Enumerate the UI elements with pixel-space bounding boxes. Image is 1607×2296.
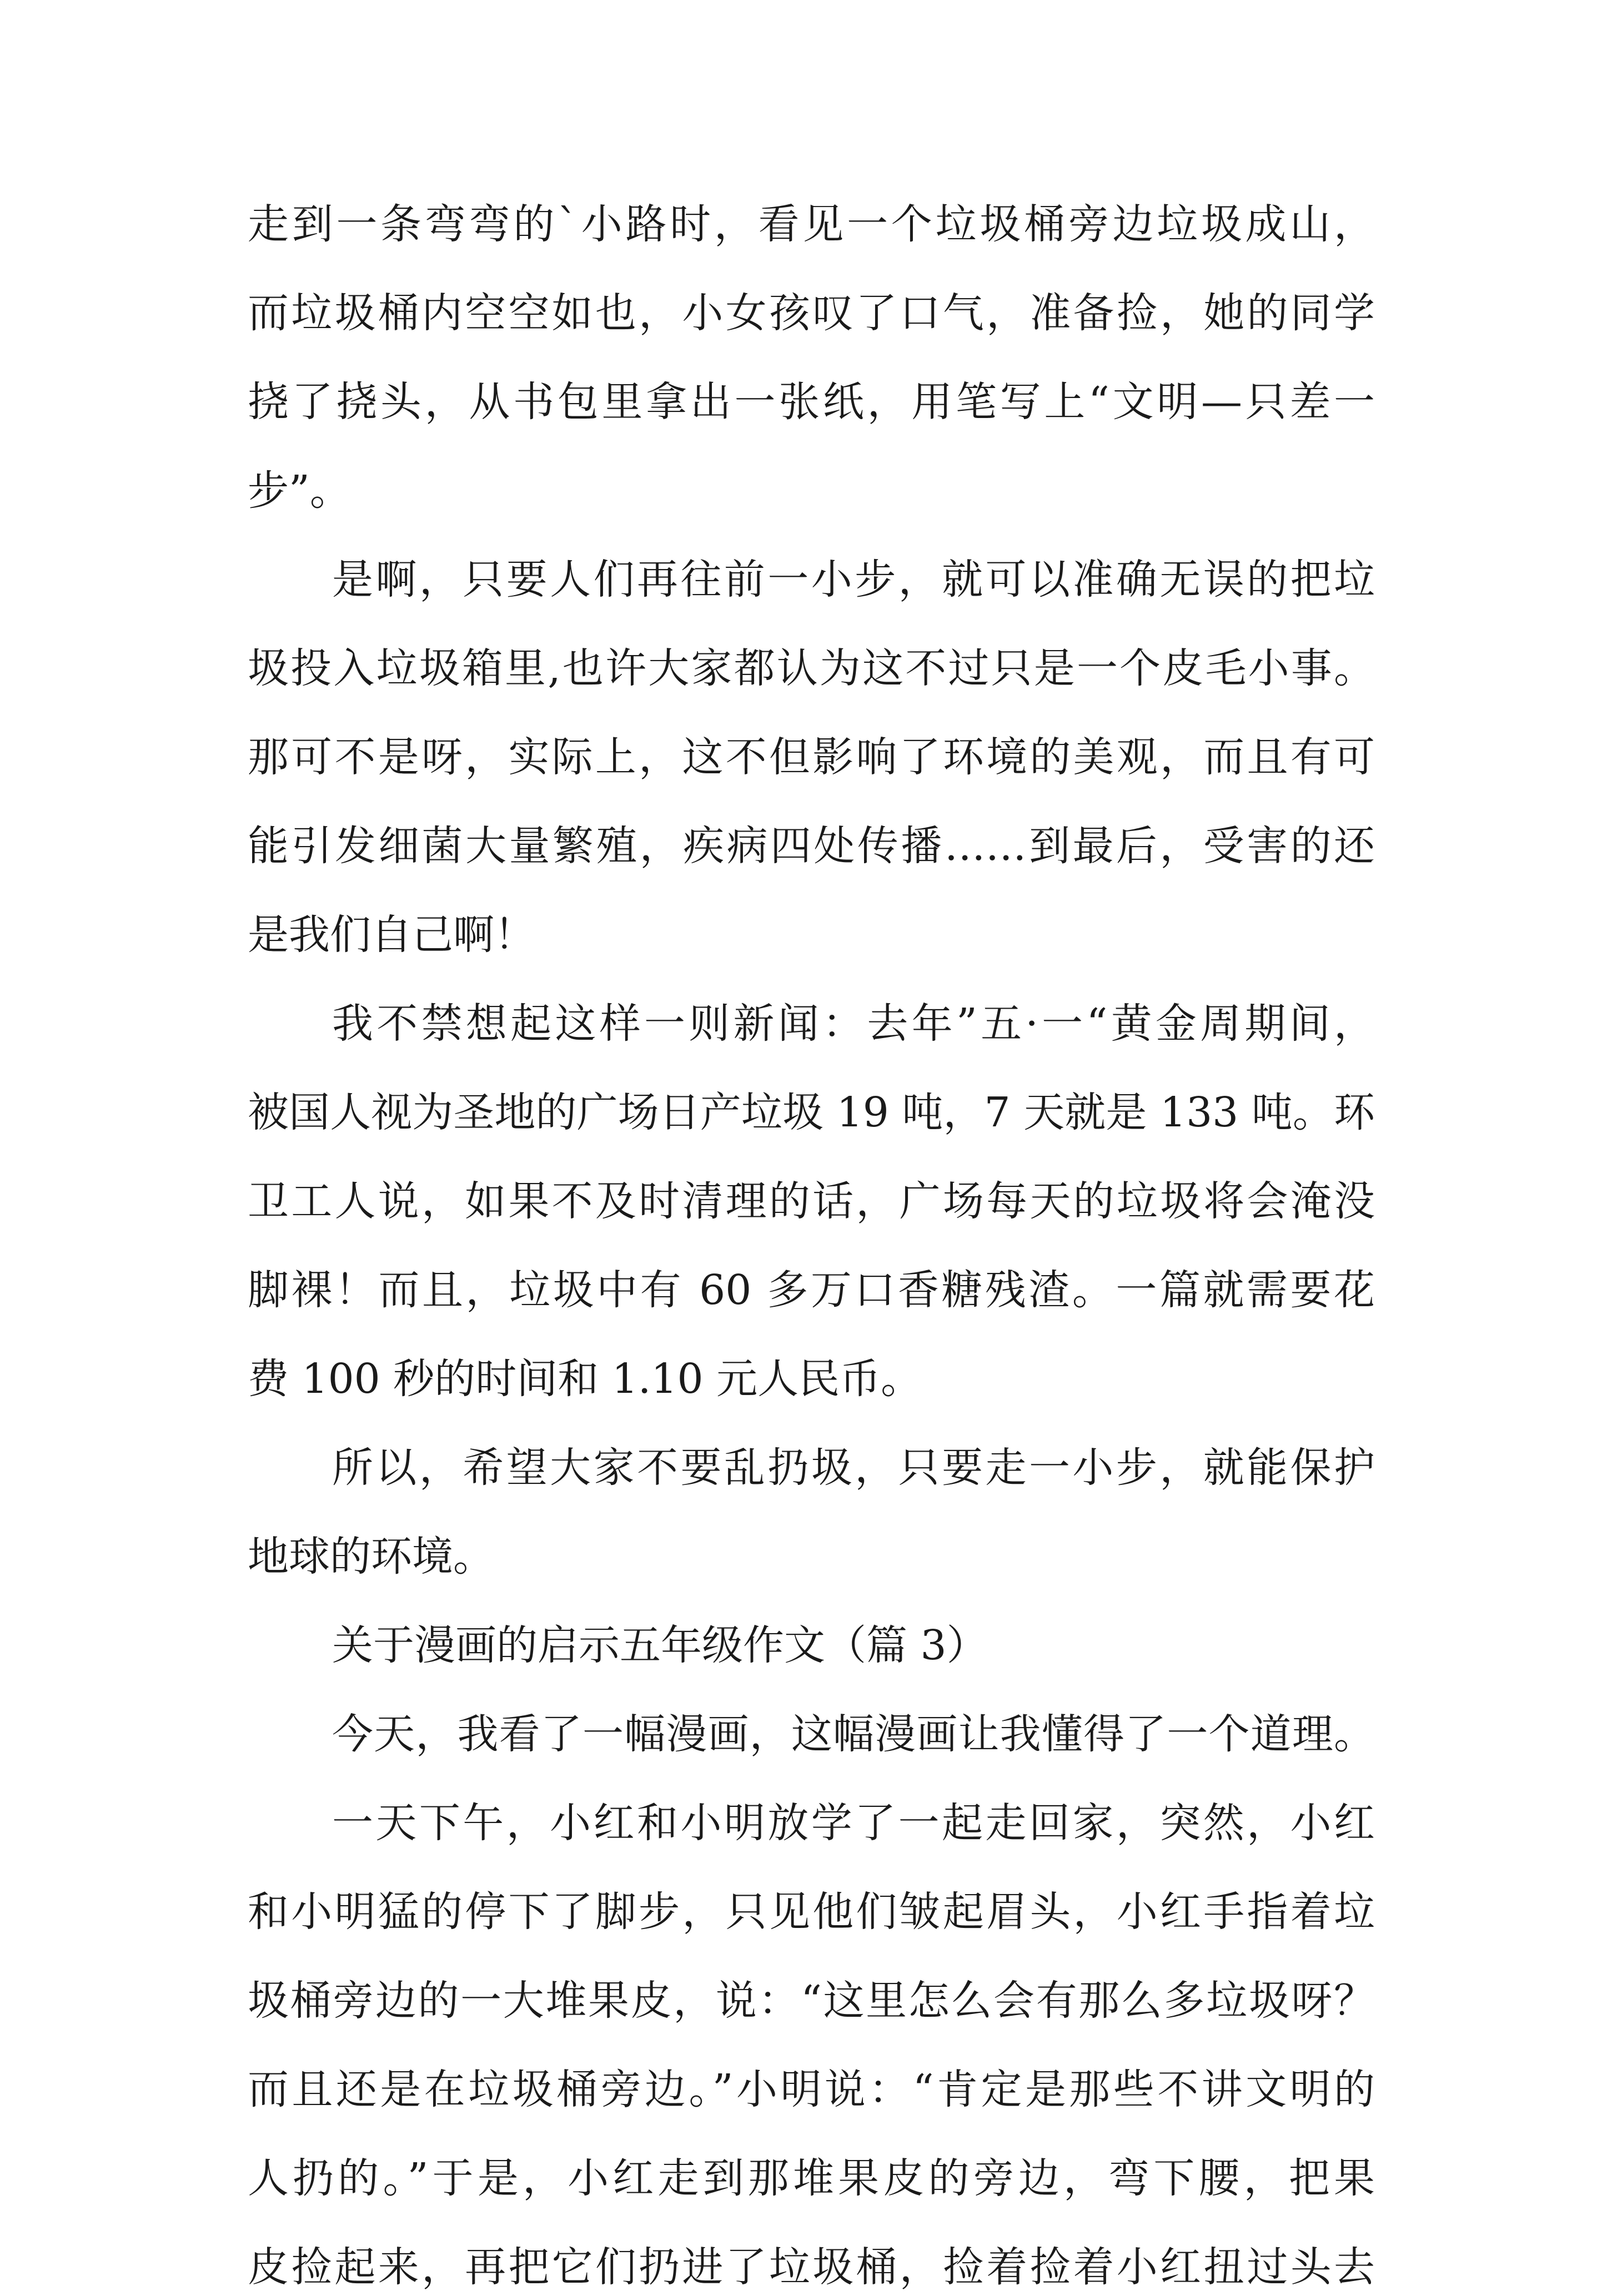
text-line: 被国人视为圣地的广场日产垃圾 19 吨，7 天就是 133 吨。环 <box>248 1089 1375 1136</box>
text-line: 人扔的。”于是，小红走到那堆果皮的旁边，弯下腰，把果 <box>248 2154 1375 2202</box>
text-line: 走到一条弯弯的`小路时，看见一个垃圾桶旁边垃圾成山， <box>248 200 1375 248</box>
text-line: 而垃圾桶内空空如也，小女孩叹了口气，准备捡，她的同学 <box>248 289 1375 337</box>
text-line: 今天，我看了一幅漫画，这幅漫画让我懂得了一个道理。 <box>332 1710 1375 1758</box>
text-line: 步”。 <box>248 467 351 515</box>
text-line: 圾桶旁边的一大堆果皮，说：“这里怎么会有那么多垃圾呀？ <box>248 1977 1375 2025</box>
text-line: 卫工人说，如果不及时清理的话，广场每天的垃圾将会淹没 <box>248 1177 1375 1225</box>
text-line: 是我们自己啊！ <box>248 911 535 959</box>
text-line: 所以，希望大家不要乱扔圾，只要走一小步，就能保护 <box>332 1444 1375 1492</box>
text-line: 是啊，只要人们再往前一小步，就可以准确无误的把垃 <box>332 556 1375 603</box>
text-line: 和小明猛的停下了脚步，只见他们皱起眉头，小红手指着垃 <box>248 1888 1375 1936</box>
text-line: 挠了挠头，从书包里拿出一张纸，用笔写上“文明—只差一 <box>248 378 1375 426</box>
text-line: 那可不是呀，实际上，这不但影响了环境的美观，而且有可 <box>248 733 1375 781</box>
text-line: 我不禁想起这样一则新闻：去年”五·一“黄金周期间， <box>332 1000 1375 1048</box>
text-line: 皮捡起来，再把它们扔进了垃圾桶，捡着捡着小红扭过头去 <box>248 2243 1375 2291</box>
text-line: 费 100 秒的时间和 1.10 元人民币。 <box>248 1355 922 1403</box>
text-line: 脚裸！而且，垃圾中有 60 多万口香糖残渣。一篇就需要花 <box>248 1266 1375 1314</box>
section-heading: 关于漫画的启示五年级作文（篇 3） <box>332 1622 988 1669</box>
text-line: 能引发细菌大量繁殖，疾病四处传播……到最后，受害的还 <box>248 822 1375 870</box>
text-line: 地球的环境。 <box>248 1533 494 1580</box>
text-line: 圾投入垃圾箱里,也许大家都认为这不过只是一个皮毛小事。 <box>248 645 1375 692</box>
text-line: 一天下午，小红和小明放学了一起走回家，突然，小红 <box>332 1799 1375 1847</box>
text-line: 而且还是在垃圾桶旁边。”小明说：“肯定是那些不讲文明的 <box>248 2066 1375 2113</box>
